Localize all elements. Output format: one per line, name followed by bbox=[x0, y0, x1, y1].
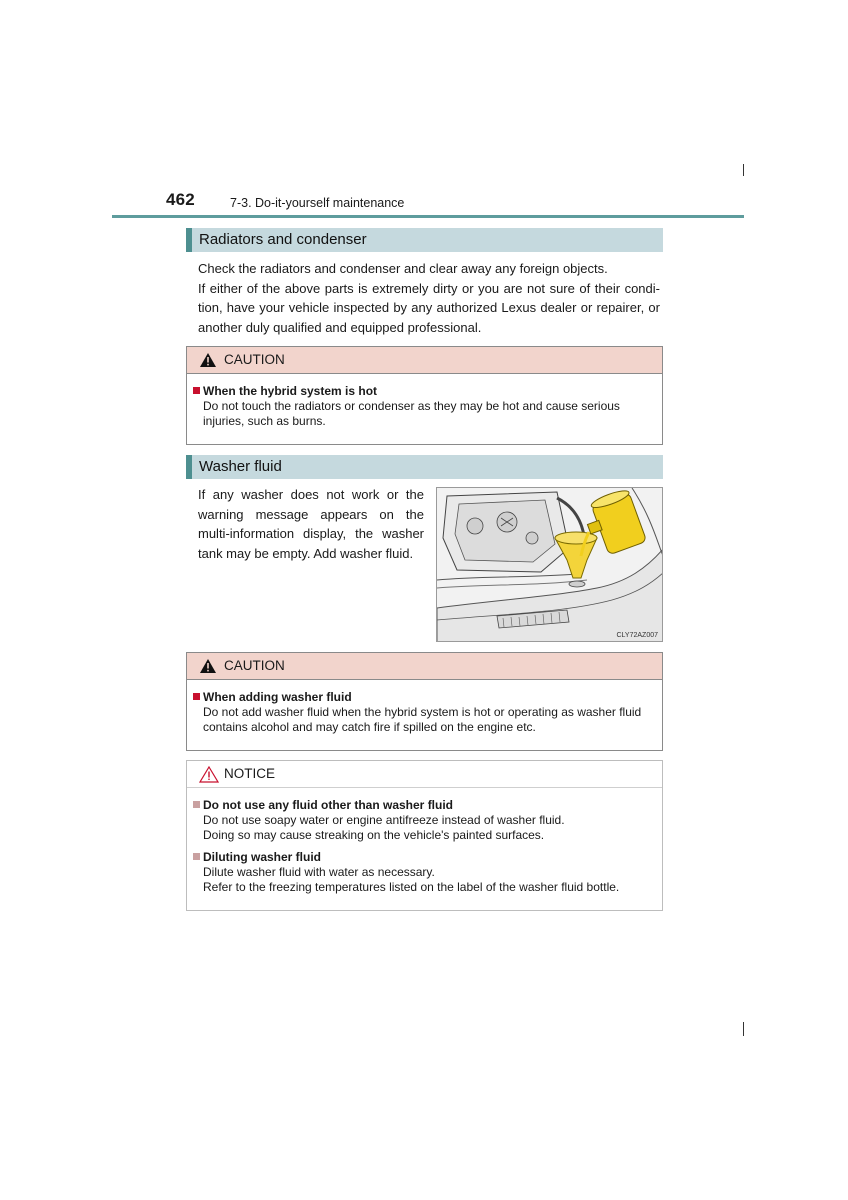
radiators-body bbox=[198, 259, 660, 337]
caution-item-title: When the hybrid system is hot bbox=[203, 384, 378, 398]
bullet-square-icon bbox=[193, 693, 200, 700]
section-title: 7-3. Do-it-yourself maintenance bbox=[230, 196, 405, 210]
crop-mark-top bbox=[743, 164, 744, 176]
notice-item-line: Do not use soapy water or engine antifreeze instead of washer fluid. bbox=[203, 813, 565, 827]
heading-radiators-label: Radiators and condenser bbox=[199, 231, 367, 248]
notice-label: NOTICE bbox=[224, 766, 276, 781]
caution-item bbox=[193, 689, 662, 735]
notice-triangle-icon bbox=[199, 766, 219, 783]
caution-box-adding-fluid bbox=[186, 652, 663, 751]
notice-item bbox=[193, 797, 662, 843]
notice-item-line: Dilute washer fluid with water as necessary. bbox=[203, 865, 435, 879]
heading-radiators bbox=[186, 228, 663, 252]
caution-item-title: When adding washer fluid bbox=[203, 690, 352, 704]
bullet-square-icon bbox=[193, 853, 200, 860]
caution-item bbox=[193, 383, 662, 429]
notice-box bbox=[186, 760, 663, 911]
warning-triangle-icon bbox=[199, 352, 217, 368]
notice-header bbox=[187, 761, 662, 788]
heading-washer-fluid bbox=[186, 455, 663, 479]
radiators-paragraph-2: If either of the above parts is extremely dirty or you are not sure of their condi-tion, have your vehicle inspected by any authorized Lexus dealer or repairer, or another duly qualified and equipped professional. bbox=[198, 280, 660, 335]
heading-washer-label: Washer fluid bbox=[199, 458, 282, 475]
notice-item-title: Diluting washer fluid bbox=[203, 850, 322, 864]
notice-item-line: Refer to the freezing temperatures listed on the label of the washer fluid bottle. bbox=[203, 880, 620, 894]
notice-item-line: Doing so may cause streaking on the vehicle's painted surfaces. bbox=[203, 828, 545, 842]
warning-triangle-icon bbox=[199, 658, 217, 674]
notice-item-title: Do not use any fluid other than washer fluid bbox=[203, 798, 454, 812]
washer-fluid-fill-illustration bbox=[437, 488, 663, 642]
caution-item-text: Do not touch the radiators or condenser as they may be hot and cause serious injuries, such as burns. bbox=[203, 399, 620, 428]
washer-paragraph: If any washer does not work or the warning message appears on the multi-information display, the washer tank may be empty. Add washer fluid. bbox=[198, 487, 424, 561]
caution-box-hybrid-hot bbox=[186, 346, 663, 445]
header-rule bbox=[112, 215, 744, 218]
notice-item bbox=[193, 849, 662, 895]
engine-bay-illustration bbox=[436, 487, 663, 642]
caution-header bbox=[187, 653, 662, 680]
caution-label: CAUTION bbox=[224, 658, 285, 673]
bullet-square-icon bbox=[193, 801, 200, 808]
illustration-code: CLY72AZ007 bbox=[616, 632, 658, 639]
caution-header bbox=[187, 347, 662, 374]
crop-mark-bottom bbox=[743, 1022, 744, 1036]
radiators-paragraph-1: Check the radiators and condenser and clear away any foreign objects. bbox=[198, 261, 608, 276]
caution-label: CAUTION bbox=[224, 352, 285, 367]
page-number: 462 bbox=[166, 190, 195, 209]
caution-item-text: Do not add washer fluid when the hybrid system is hot or operating as washer fluid contains alcohol and may catch fire if spilled on the engine etc. bbox=[203, 705, 642, 734]
bullet-square-icon bbox=[193, 387, 200, 394]
washer-body bbox=[198, 485, 424, 563]
